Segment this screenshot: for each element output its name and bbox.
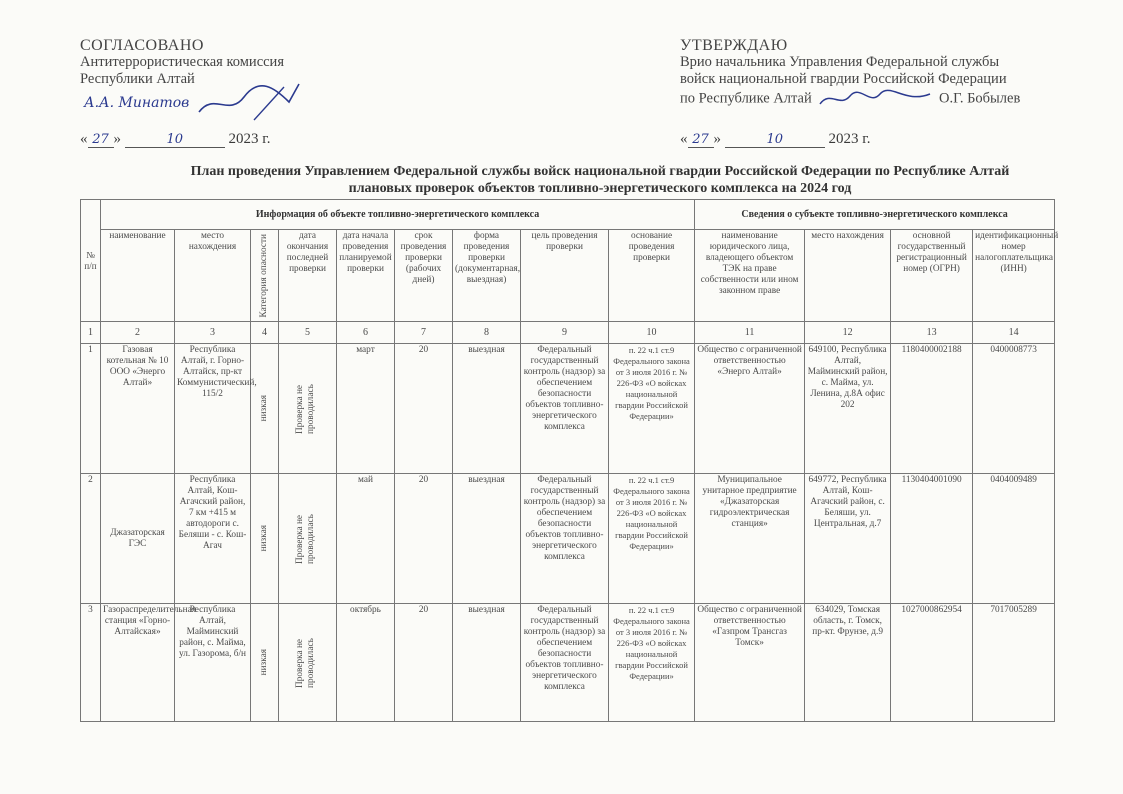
header-form: форма проведения проверки (документарная, выездная)	[453, 230, 521, 322]
column-number: 4	[251, 322, 279, 344]
object-location: Республика Алтай, Майминский район, с. Майма, ул. Газорома, б/н	[175, 604, 251, 722]
column-number: 7	[395, 322, 453, 344]
left-signature-scribble	[194, 82, 304, 122]
left-date-year: 2023 г.	[228, 131, 271, 147]
column-number: 3	[175, 322, 251, 344]
inspection-plan-table	[80, 199, 1059, 722]
document-title	[100, 163, 1100, 197]
column-number: 6	[337, 322, 395, 344]
last-check: Проверка не проводилась	[279, 604, 337, 722]
entity-location: 649100, Республика Алтай, Майминский район, с. Майма, ул. Ленина, д.8А офис 202	[805, 344, 891, 474]
entity-ogrn: 1027000862954	[891, 604, 973, 722]
right-date-year: 2023 г.	[828, 131, 871, 147]
right-signature	[815, 88, 935, 110]
approval-right-block	[680, 37, 1020, 110]
start-month: октябрь	[337, 604, 395, 722]
agreed-heading: СОГЛАСОВАНО	[80, 37, 204, 54]
header-category: Категория опасности	[251, 230, 279, 322]
left-date: « 27 » 10 2023 г.	[80, 131, 271, 147]
table-row	[81, 344, 1055, 474]
entity-inn: 7017005289	[973, 604, 1055, 722]
header-duration: срок проведения проверки (рабочих дней)	[395, 230, 453, 322]
column-number: 11	[695, 322, 805, 344]
left-date-month: 10	[125, 132, 225, 148]
right-date: « 27 » 10 2023 г.	[680, 131, 871, 147]
duration-days: 20	[395, 604, 453, 722]
commission-name: Антитеррористическая комиссия	[80, 54, 284, 70]
check-goal: Федеральный государственный контроль (надзор) за обеспечением безопасности объектов топливно-энергетического комплекса	[521, 344, 609, 474]
table-row	[81, 604, 1055, 722]
object-category: низкая	[251, 604, 279, 722]
left-signature-name: А.А. Минатов	[84, 95, 190, 111]
column-number: 5	[279, 322, 337, 344]
chief-name: О.Г. Бобылев	[938, 90, 1021, 107]
check-goal: Федеральный государственный контроль (надзор) за обеспечением безопасности объектов топливно-энергетического комплекса	[521, 474, 609, 604]
column-number: 1	[81, 322, 101, 344]
entity-name: Общество с ограниченной ответственностью «Энерго Алтай»	[695, 344, 805, 474]
row-number: 1	[81, 344, 101, 474]
header-goal: цель проведения проверки	[521, 230, 609, 322]
object-name: Газораспределительная станция «Горно-Алтайская»	[101, 604, 175, 722]
entity-name: Общество с ограниченной ответственностью «Газпром Трансгаз Томск»	[695, 604, 805, 722]
approve-heading: УТВЕРЖДАЮ	[680, 37, 788, 54]
column-number: 12	[805, 322, 891, 344]
title-line-1: План проведения Управлением Федеральной службы войск национальной гвардии Российской Федерации по Республике Алтай	[190, 164, 1010, 179]
object-category: низкая	[251, 344, 279, 474]
title-line-2: плановых проверок объектов топливно-энергетического комплекса на 2024 год	[348, 181, 852, 196]
left-signature	[84, 94, 189, 112]
start-month: май	[337, 474, 395, 604]
column-numbers-row	[81, 322, 1055, 344]
last-check: Проверка не проводилась	[279, 344, 337, 474]
left-date-day: 27	[88, 132, 114, 148]
header-last-check: дата окончания последней проверки	[279, 230, 337, 322]
chief-position: Врио начальника Управления Федеральной службы	[680, 54, 1000, 70]
object-name: Джазаторская ГЭС	[101, 474, 175, 604]
duration-days: 20	[395, 344, 453, 474]
table-row	[81, 474, 1055, 604]
row-number: 2	[81, 474, 101, 604]
entity-ogrn: 1180400002188	[891, 344, 973, 474]
entity-name: Муниципальное унитарное предприятие «Джазаторская гидроэлектрическая станция»	[695, 474, 805, 604]
header-entity-location: место нахождения	[805, 230, 891, 322]
chief-position-2: войск национальной гвардии Российской Федерации	[680, 71, 1007, 87]
column-number: 2	[101, 322, 175, 344]
header-inn: идентификационный номер налогоплательщика (ИНН)	[973, 230, 1055, 322]
chief-position-3: по Республике Алтай О.Г. Бобылев	[680, 88, 1020, 110]
column-number: 14	[973, 322, 1055, 344]
duration-days: 20	[395, 474, 453, 604]
last-check: Проверка не проводилась	[279, 474, 337, 604]
entity-inn: 0404009489	[973, 474, 1055, 604]
check-basis: п. 22 ч.1 ст.9 Федерального закона от 3 июля 2016 г. № 226-ФЗ «О войсках национальной гвардии Российской Федерации»	[609, 474, 695, 604]
check-basis: п. 22 ч.1 ст.9 Федерального закона от 3 июля 2016 г. № 226-ФЗ «О войсках национальной гвардии Российской Федерации»	[609, 344, 695, 474]
start-month: март	[337, 344, 395, 474]
object-location: Республика Алтай, Кош-Агачский район, 7 км +415 м автодороги с. Беляши - с. Кош-Агач	[175, 474, 251, 604]
check-goal: Федеральный государственный контроль (надзор) за обеспечением безопасности объектов топливно-энергетического комплекса	[521, 604, 609, 722]
right-date-month: 10	[725, 132, 825, 148]
check-form: выездная	[453, 344, 521, 474]
column-number: 13	[891, 322, 973, 344]
group-subject-info: Сведения о субъекте топливно-энергетического комплекса	[695, 200, 1055, 230]
header-name: наименование	[101, 230, 175, 322]
header-location: место нахождения	[175, 230, 251, 322]
right-date-day: 27	[688, 132, 714, 148]
object-location: Республика Алтай, г. Горно-Алтайск, пр-кт Коммунистический, 115/2	[175, 344, 251, 474]
header-start-date: дата начала проведения планируемой проверки	[337, 230, 395, 322]
object-name: Газовая котельная № 10 ООО «Энерго Алтай»	[101, 344, 175, 474]
approval-left-block	[80, 37, 284, 88]
object-category: низкая	[251, 474, 279, 604]
entity-ogrn: 1130404001090	[891, 474, 973, 604]
header-ogrn: основной государственный регистрационный номер (ОГРН)	[891, 230, 973, 322]
entity-location: 649772, Республика Алтай, Кош-Агачский район, с. Беляши, ул. Центральная, д.7	[805, 474, 891, 604]
check-form: выездная	[453, 474, 521, 604]
row-number: 3	[81, 604, 101, 722]
entity-inn: 0400008773	[973, 344, 1055, 474]
column-number: 9	[521, 322, 609, 344]
header-basis: основание проведения проверки	[609, 230, 695, 322]
check-basis: п. 22 ч.1 ст.9 Федерального закона от 3 июля 2016 г. № 226-ФЗ «О войсках национальной гвардии Российской Федерации»	[609, 604, 695, 722]
entity-location: 634029, Томская область, г. Томск, пр-кт. Фрунзе, д.9	[805, 604, 891, 722]
check-form: выездная	[453, 604, 521, 722]
column-number: 8	[453, 322, 521, 344]
right-signature-scribble	[815, 88, 935, 110]
commission-region: Республики Алтай	[80, 71, 195, 87]
header-entity: наименование юридического лица, владеющего объектом ТЭК на праве собственности или ином законном праве	[695, 230, 805, 322]
column-number: 10	[609, 322, 695, 344]
group-object-info: Информация об объекте топливно-энергетического комплекса	[101, 200, 695, 230]
col-number-header: № п/п	[81, 200, 101, 322]
